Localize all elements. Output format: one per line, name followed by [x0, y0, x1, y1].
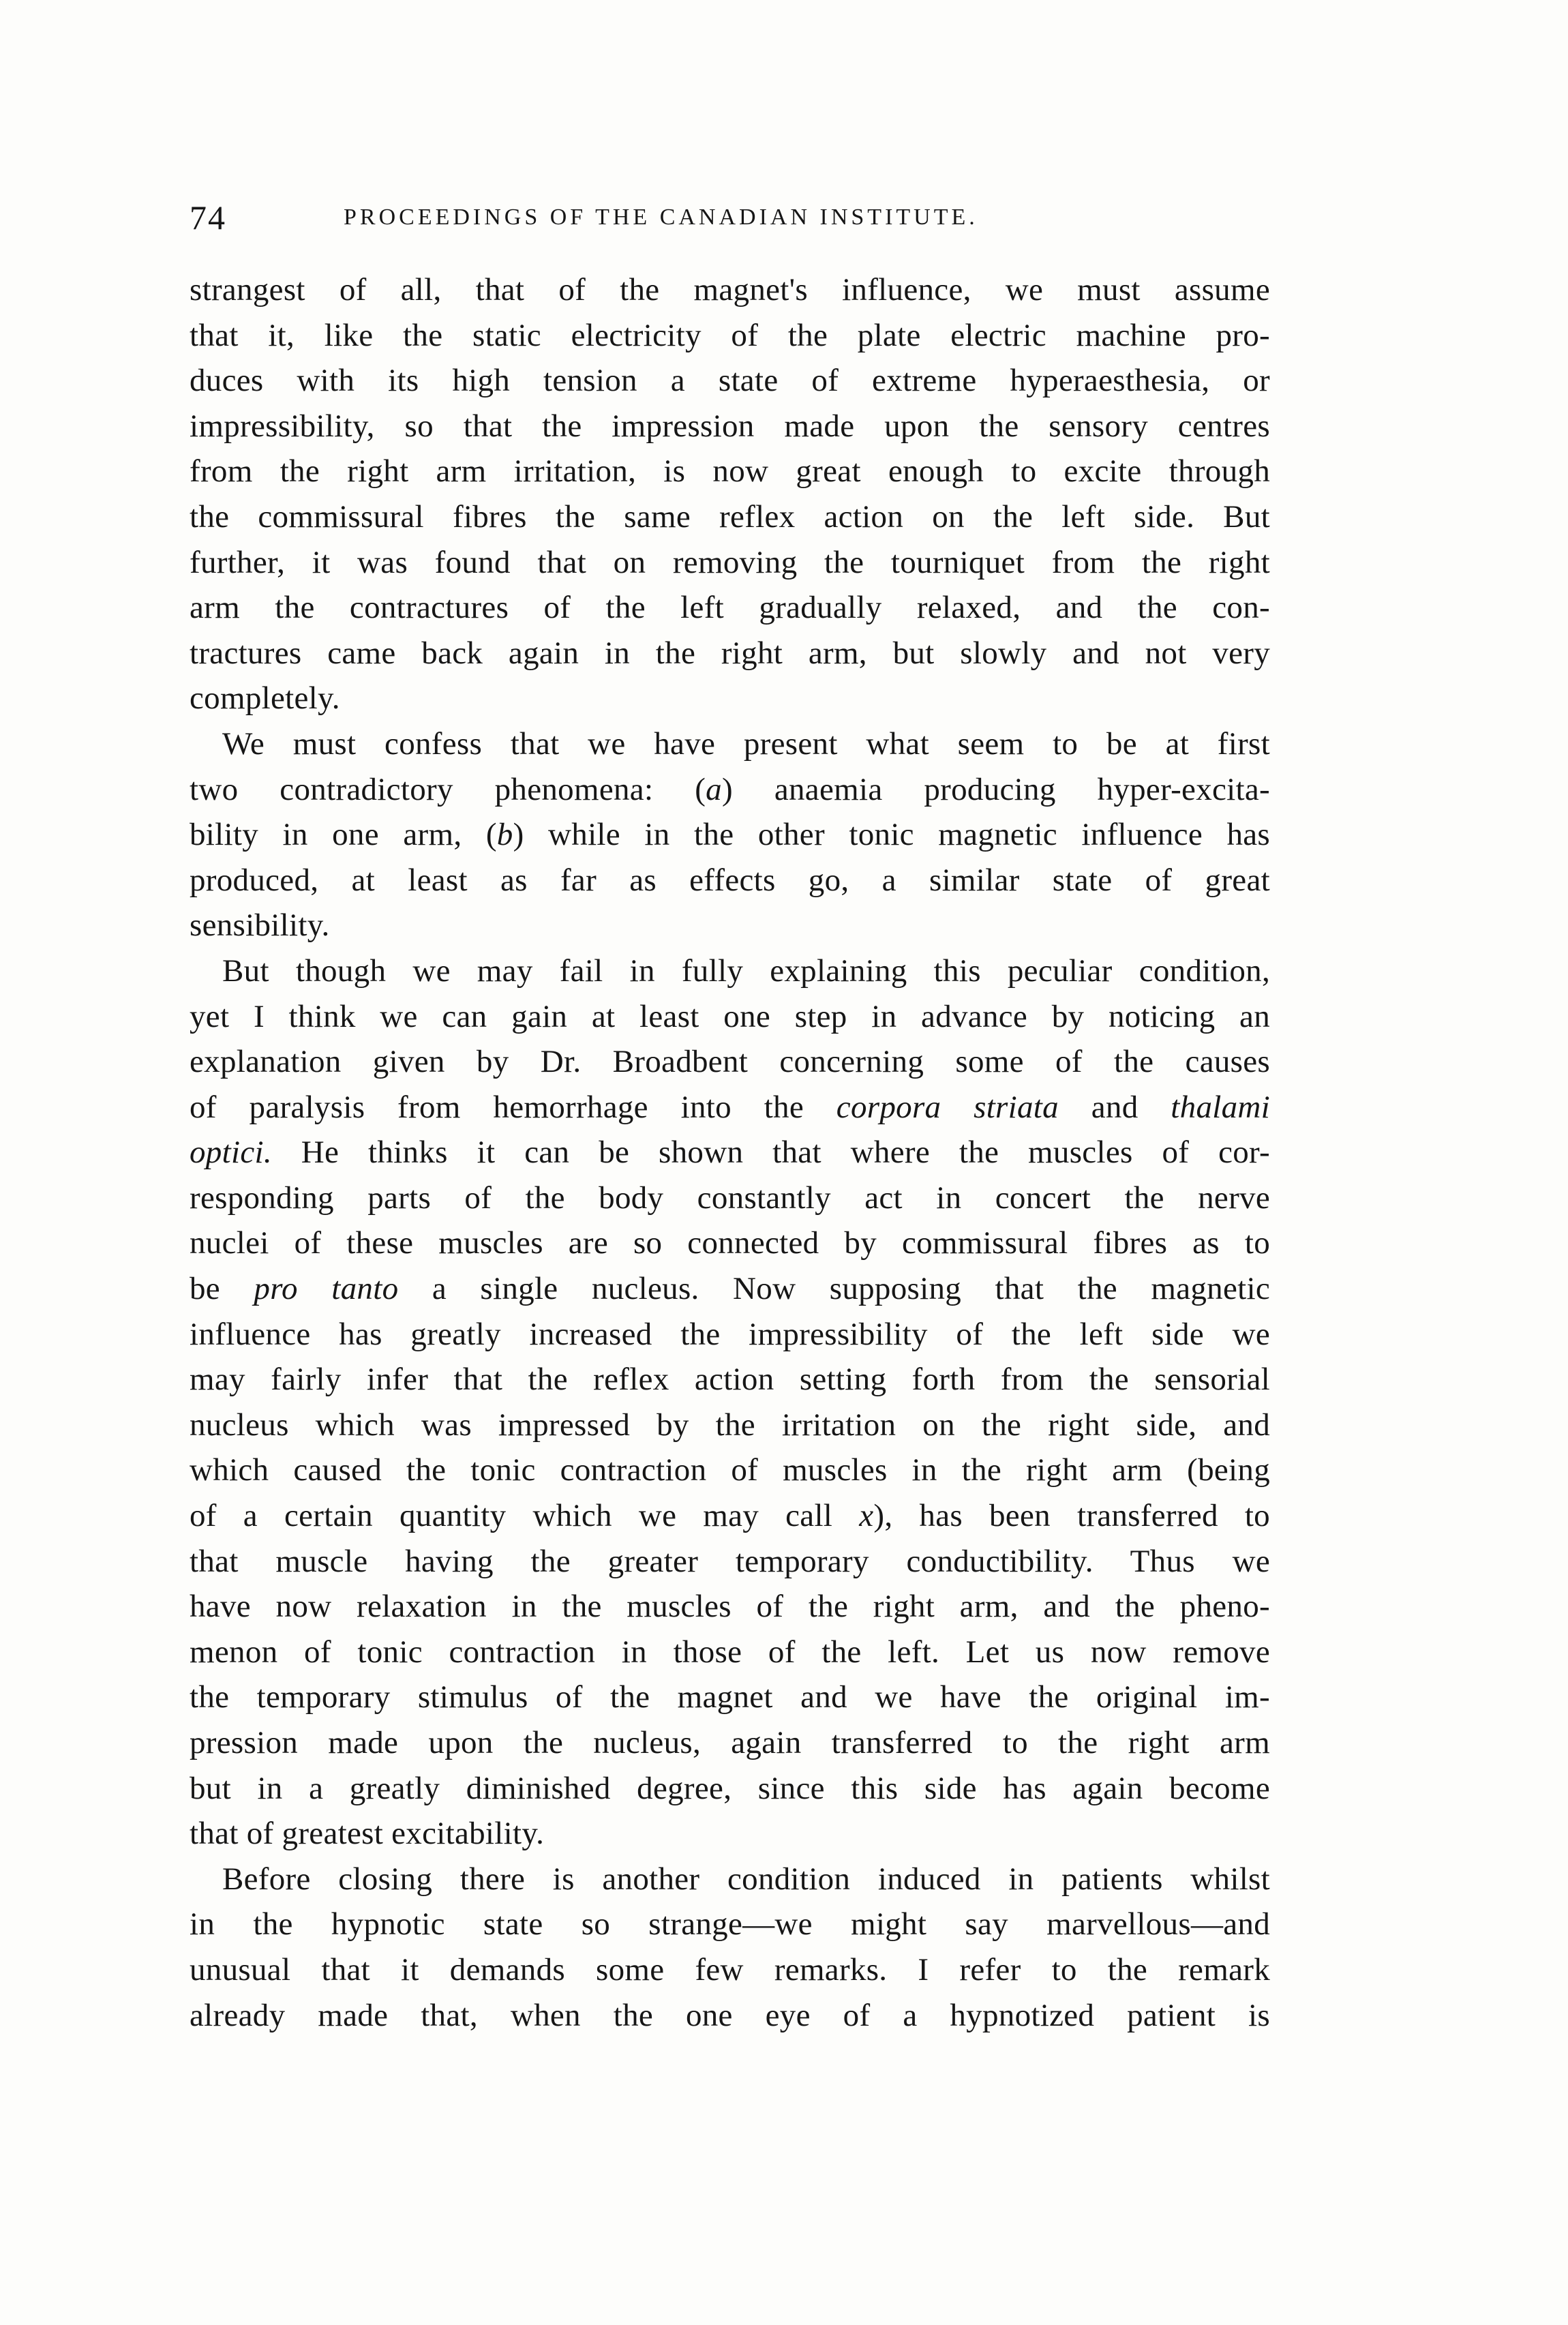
- text-line: influence has greatly increased the impressibility of the left side we: [190, 1316, 1270, 1352]
- text-line: but in a greatly diminished degree, since this side has again become: [190, 1770, 1270, 1806]
- text-line: explanation given by Dr. Broadbent concerning some of the causes: [190, 1044, 1270, 1080]
- text-line: be pro tanto a single nucleus. Now supposing that the magnetic: [190, 1271, 1271, 1307]
- text-line: have now relaxation in the muscles of the right arm, and the pheno-: [190, 1589, 1270, 1625]
- text-line: duces with its high tension a state of extreme hyperaesthesia, or: [190, 363, 1270, 399]
- text-line: from the right arm irritation, is now great enough to excite through: [190, 453, 1270, 490]
- text-line: optici. He thinks it can be shown that where the muscles of cor-: [190, 1135, 1270, 1171]
- text-line: pression made upon the nucleus, again transferred to the right arm: [190, 1725, 1270, 1760]
- text-line: that it, like the static electricity of the plate electric machine pro-: [190, 317, 1270, 353]
- text-line: that of greatest excitability.: [190, 1816, 545, 1852]
- text-line: arm the contractures of the left gradually relaxed, and the con-: [190, 590, 1270, 626]
- text-line: sensibility.: [190, 907, 330, 944]
- text-line: tractures came back again in the right arm, but slowly and not very: [190, 635, 1270, 671]
- text-line: may fairly infer that the reflex action setting forth from the sensorial: [190, 1362, 1270, 1398]
- text-line: Before closing there is another condition induced in patients whilst: [222, 1861, 1270, 1897]
- running-title: PROCEEDINGS OF THE CANADIAN INSTITUTE.: [344, 205, 978, 230]
- text-line: of a certain quantity which we may call x), has been transferred to: [190, 1498, 1270, 1534]
- text-line: responding parts of the body constantly act in concert the nerve: [190, 1180, 1270, 1216]
- text-line: impressibility, so that the impression made upon the sensory centres: [190, 408, 1270, 444]
- text-line: of paralysis from hemorrhage into the corpora striata and thalami: [190, 1089, 1270, 1125]
- text-line: in the hypnotic state so strange—we might say marvellous—and: [190, 1906, 1270, 1942]
- text-line: unusual that it demands some few remarks. I refer to the remark: [190, 1951, 1270, 1987]
- body-text: [190, 267, 1270, 2038]
- text-line: strangest of all, that of the magnet's influence, we must assume: [190, 272, 1270, 308]
- text-line: two contradictory phenomena: (a) anaemia producing hyper-excita-: [190, 771, 1270, 807]
- text-line: menon of tonic contraction in those of the left. Let us now remove: [190, 1634, 1270, 1670]
- page-number: 74: [190, 198, 226, 237]
- text-line: already made that, when the one eye of a hypnotized patient is: [190, 1997, 1270, 2033]
- text-line: We must confess that we have present what seem to be at first: [222, 725, 1270, 762]
- text-line: that muscle having the greater temporary conductibility. Thus we: [190, 1543, 1270, 1579]
- text-line: yet I think we can gain at least one step in advance by noticing an: [190, 998, 1270, 1034]
- text-line: bility in one arm, (b) while in the other tonic magnetic influence has: [190, 817, 1270, 853]
- text-line: But though we may fail in fully explaining this peculiar condition,: [222, 952, 1270, 989]
- text-line: further, it was found that on removing the tourniquet from the right: [190, 544, 1270, 580]
- page-header: [190, 198, 1267, 239]
- text-line: completely.: [190, 680, 340, 717]
- text-line: which caused the tonic contraction of muscles in the right arm (being: [190, 1452, 1270, 1488]
- text-line: nucleus which was impressed by the irritation on the right side, and: [190, 1407, 1270, 1443]
- text-line: nuclei of these muscles are so connected by commissural fibres as to: [190, 1225, 1270, 1261]
- text-line: the commissural fibres the same reflex action on the left side. But: [190, 498, 1270, 535]
- text-line: the temporary stimulus of the magnet and we have the original im-: [190, 1679, 1270, 1715]
- text-line: produced, at least as far as effects go, a similar state of great: [190, 862, 1270, 898]
